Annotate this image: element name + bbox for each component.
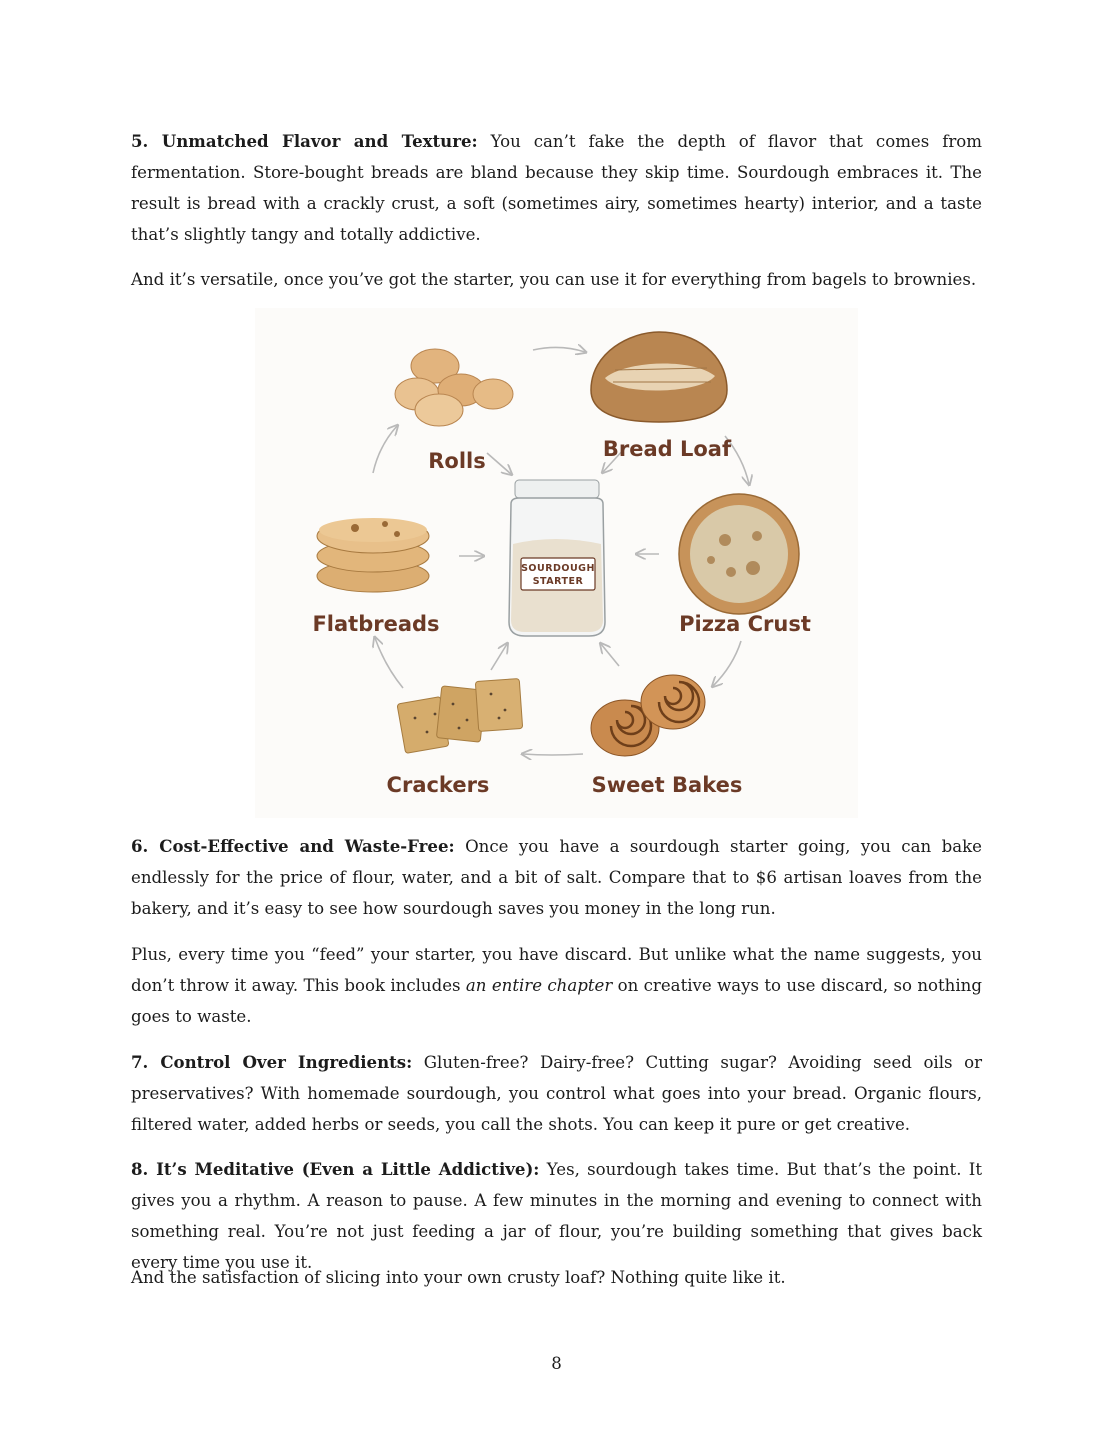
section-5-body: You can’t fake the depth of flavor that comes from fermentation. Store-bought breads are bland because they skip time. Sourdough embraces it. The result is bread with a crackly crust, a soft (sometimes airy, sometimes hearty) interior, and a taste that’s slightly tangy and totally addictive. — [131, 132, 982, 244]
sourdough-uses-diagram — [255, 308, 858, 818]
rolls-label: Rolls — [428, 449, 486, 473]
section-7-paragraph — [131, 1047, 982, 1140]
crackers-illustration — [397, 679, 523, 754]
starter-jar-illustration — [509, 480, 605, 636]
crackers-label: Crackers — [386, 773, 490, 797]
section-7-heading: 7. Control Over Ingredients: — [131, 1052, 413, 1072]
section-6-heading: 6. Cost-Effective and Waste-Free: — [131, 836, 455, 856]
section-5-heading: 5. Unmatched Flavor and Texture: — [131, 131, 478, 151]
bread-loaf-label: Bread Loaf — [602, 437, 732, 461]
section-8-follow: And the satisfaction of slicing into your own crusty loaf? Nothing quite like it. — [131, 1268, 786, 1287]
section-5-paragraph — [131, 126, 982, 250]
section-8-body: Yes, sourdough takes time. But that’s the point. It gives you a rhythm. A reason to pause. A few minutes in the morning and evening to connect with something real. You’re not just feeding a jar of flour, you’re building something that gives back every time you use it. — [131, 1160, 982, 1272]
section-8-heading: 8. It’s Meditative (Even a Little Addictive): — [131, 1159, 540, 1179]
section-6-follow-pre: Plus, every time you “feed” your starter, you have discard. But unlike what the name suggests, you don’t throw it away. This book includes — [131, 945, 982, 995]
sweet-bakes-illustration — [591, 675, 705, 756]
sweet-bakes-label: Sweet Bakes — [591, 773, 743, 797]
page-number: 8 — [551, 1354, 562, 1373]
pizza-crust-illustration — [679, 494, 799, 614]
flatbreads-illustration — [317, 518, 429, 592]
section-6-follow-post: on creative ways to use discard, so nothing goes to waste. — [131, 976, 982, 1026]
section-6-follow — [131, 939, 982, 1032]
section-6-paragraph — [131, 831, 982, 924]
jar-label-line1: SOURDOUGH — [521, 563, 595, 574]
section-6-follow-emphasis: an entire chapter — [465, 976, 613, 995]
section-7-body: Gluten-free? Dairy-free? Cutting sugar? Avoiding seed oils or preservatives? With homemade sourdough, you control what goes into your bread. Organic flours, filtered water, added herbs or seeds, you call the shots. You can keep it pure or get creative. — [131, 1053, 982, 1134]
section-5-follow: And it’s versatile, once you’ve got the starter, you can use it for everything from bagels to brownies. — [131, 270, 977, 289]
section-8-paragraph — [131, 1154, 982, 1278]
jar-label-line2: STARTER — [532, 576, 584, 587]
flatbreads-label: Flatbreads — [312, 612, 440, 636]
section-6-body: Once you have a sourdough starter going, you can bake endlessly for the price of flour, water, and a bit of salt. Compare that to $6 artisan loaves from the bakery, and it’s easy to see how sourdough saves you money in the long run. — [131, 837, 982, 918]
rolls-illustration — [395, 349, 513, 426]
pizza-crust-label: Pizza Crust — [679, 612, 811, 636]
bread-loaf-illustration — [591, 332, 727, 422]
